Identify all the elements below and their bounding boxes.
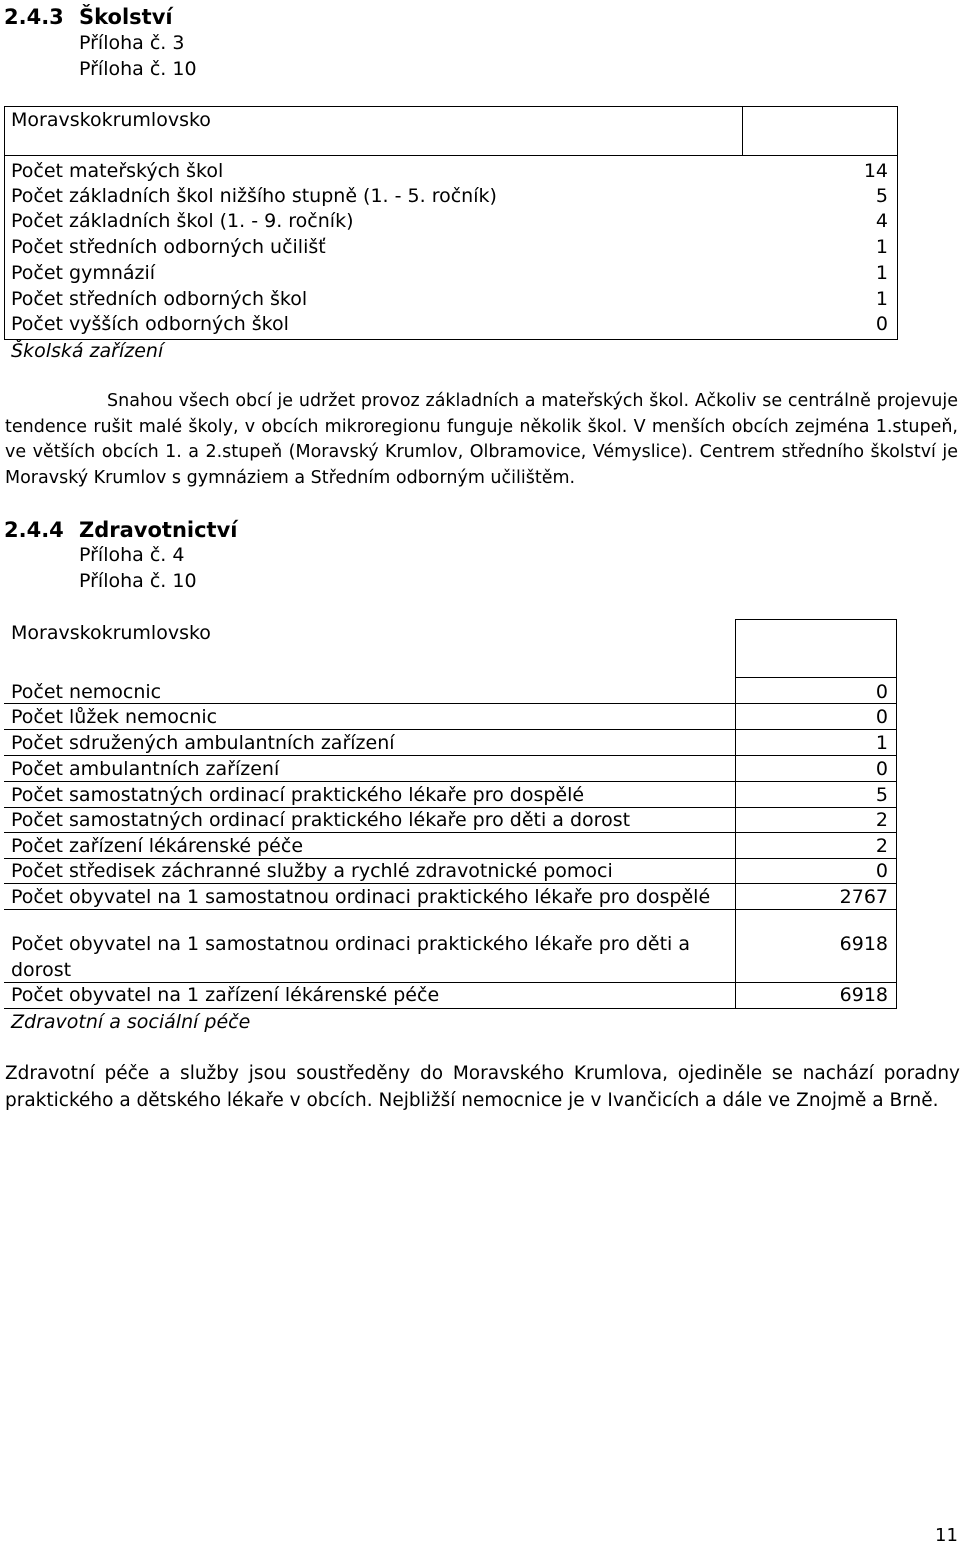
table-row-value: 1: [875, 236, 888, 258]
table-divider: [735, 677, 897, 678]
paragraph: Zdravotní péče a služby jsou soustředěny do Moravského Krumlova, ojediněle se nachází poradny praktického a dětského lékaře v obcích. Nejbližší nemocnice je v Ivančicích a dále ve Znojmě a Brně.: [5, 1063, 960, 1111]
region-label: Moravskokrumlovsko: [11, 622, 211, 644]
table-row-label: Počet základních škol (1. - 9. ročník): [11, 210, 354, 232]
section-title-skolstvi: Školství: [79, 5, 173, 29]
table-row-value: 2: [875, 835, 888, 857]
table-row-label: Počet lůžek nemocnic: [11, 706, 218, 728]
table-row-label: Počet středních odborných škol: [11, 288, 308, 310]
table-row-value: 0: [875, 313, 888, 335]
paragraph: Snahou všech obcí je udržet provoz základních a mateřských škol. Ačkoliv se centrálně projevuje tendence rušit malé školy, v obcích mikroregionu funguje několik škol. V menších obcích zejména 1.stupeň, ve větších obcích 1. a 2.stupeň (Moravský Krumlov, Olbramovice, Vémyslice). Centrem středního školství je Moravský Krumlov s gymnáziem a Středním odborným učilištěm.: [5, 391, 958, 488]
region-label: Moravskokrumlovsko: [11, 109, 211, 131]
table-row-label: Počet středních odborných učilišť: [11, 236, 326, 258]
table-row-label: Počet nemocnic: [11, 681, 162, 703]
table-row-value: 0: [875, 758, 888, 780]
table-row-value: 1: [875, 262, 888, 284]
subheading: Zdravotní a sociální péče: [11, 1011, 251, 1033]
table-row-value: 5: [875, 784, 888, 806]
table-row-value: 0: [875, 860, 888, 882]
section-number-skolstvi: 2.4.3: [4, 5, 64, 29]
table-row-label: Počet sdružených ambulantních zařízení: [11, 732, 395, 754]
table-row-value: 1: [875, 732, 888, 754]
section-title-zdravotnictvi: Zdravotnictví: [79, 518, 238, 542]
table-row-value: 5: [875, 185, 888, 207]
table-row-label: Počet zařízení lékárenské péče: [11, 835, 304, 857]
table-row-label-continued: dorost: [11, 959, 72, 981]
table-row-label: Počet základních škol nižšího stupně (1. - 5. ročník): [11, 185, 497, 207]
annex-reference: Příloha č. 3: [79, 32, 185, 54]
table-row-value: 6918: [839, 933, 888, 955]
table-row-value: 4: [875, 210, 888, 232]
annex-reference: Příloha č. 10: [79, 58, 197, 80]
annex-reference: Příloha č. 10: [79, 570, 197, 592]
table-row-label: Počet obyvatel na 1 zařízení lékárenské péče: [11, 984, 440, 1006]
table-row-value: 2: [875, 809, 888, 831]
table-row-label: Počet samostatných ordinací praktického lékaře pro dospělé: [11, 784, 585, 806]
table-row-value: 6918: [839, 984, 888, 1006]
section-number-zdravotnictvi: 2.4.4: [4, 518, 64, 542]
table-row-value: 2767: [839, 886, 888, 908]
table-divider: [4, 155, 898, 156]
table-row-label: Počet ambulantních zařízení: [11, 758, 280, 780]
table-row-value: 0: [875, 706, 888, 728]
annex-reference: Příloha č. 4: [79, 544, 185, 566]
subheading: Školská zařízení: [11, 340, 164, 362]
table-row-label: Počet samostatných ordinací praktického lékaře pro děti a dorost: [11, 809, 631, 831]
table-row-label: Počet gymnázií: [11, 262, 156, 284]
table-row-label: Počet obyvatel na 1 samostatnou ordinaci praktického lékaře pro děti a: [11, 933, 691, 955]
table-row-value: 14: [863, 160, 888, 182]
table-row-label: Počet středisek záchranné služby a rychlé zdravotnické pomoci: [11, 860, 613, 882]
table-row-label: Počet vyšších odborných škol: [11, 313, 289, 335]
table-divider: [742, 106, 743, 156]
table-row-value: 1: [875, 288, 888, 310]
page-number: 11: [935, 1525, 958, 1546]
table-row-value: 0: [875, 681, 888, 703]
table-row-label: Počet obyvatel na 1 samostatnou ordinaci praktického lékaře pro dospělé: [11, 886, 711, 908]
table-row-label: Počet mateřských škol: [11, 160, 224, 182]
